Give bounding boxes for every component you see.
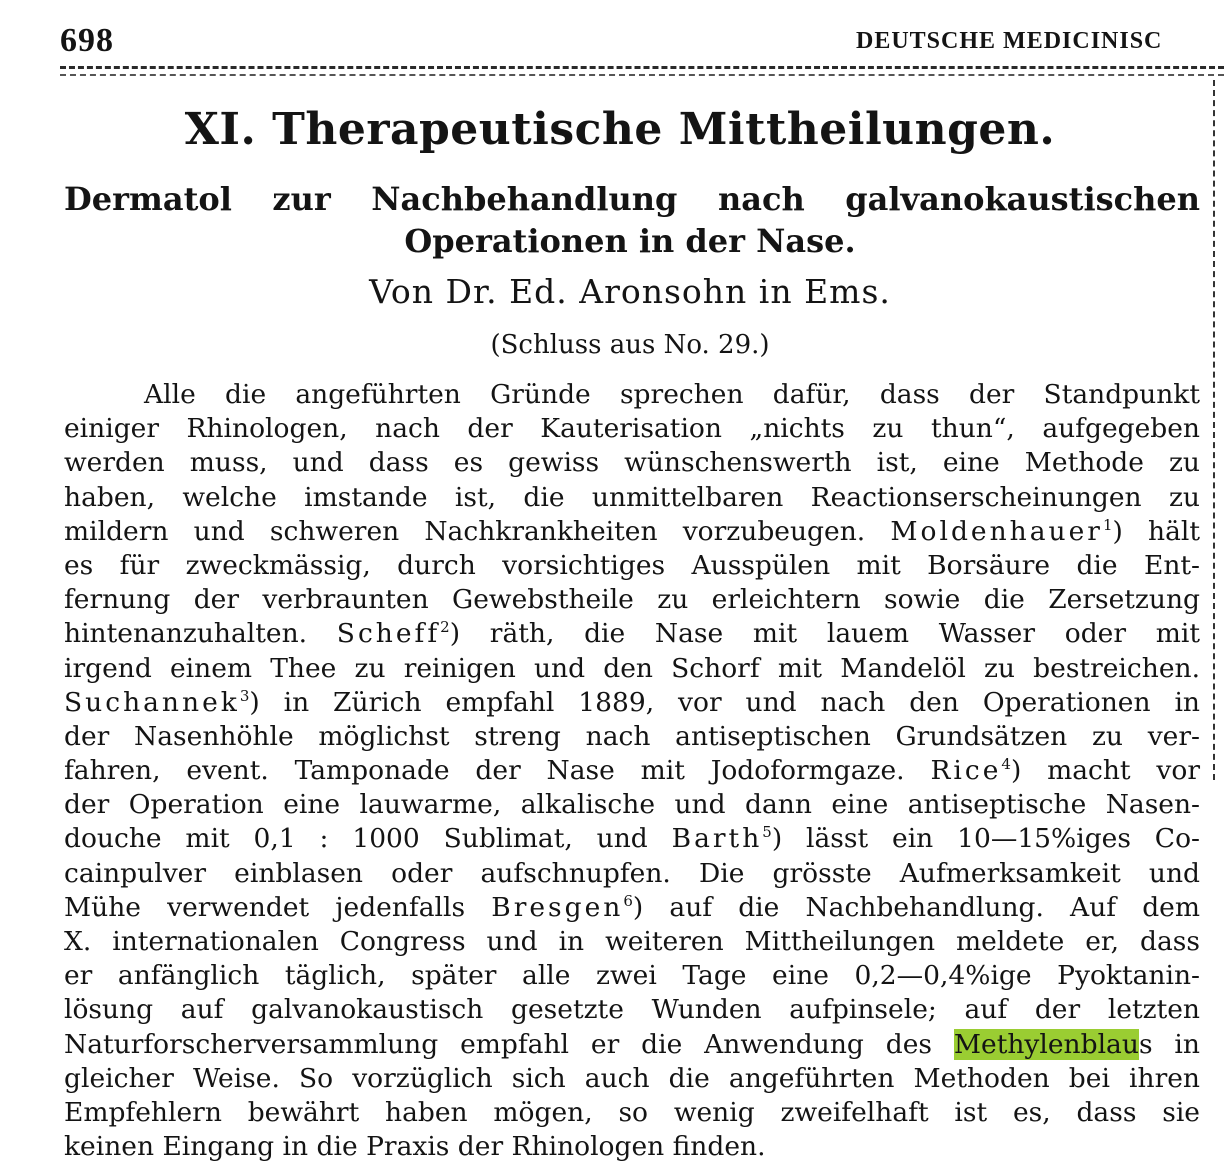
body-line: cainpulver einblasen oder aufschnupfen. Die grösste Aufmerksamkeit und (64, 857, 1200, 889)
footnote-ref: 6 (623, 891, 633, 910)
section-title: XI. Therapeutische Mittheilungen. (184, 104, 1056, 155)
footnote-ref: 2 (440, 618, 450, 637)
highlighted-term[interactable]: Methylenblau (953, 1028, 1139, 1060)
body-text-run: ) räth, die Nase mit lauem Wasser oder mit (449, 618, 1200, 650)
body-line (64, 891, 1200, 925)
running-head: DEUTSCHE MEDICINISC (856, 28, 1163, 54)
footnote-ref: 4 (1001, 755, 1011, 774)
body-line: der Operation eine lauwarme, alkalische und dann eine antiseptische Nasen- (64, 789, 1200, 821)
body-text-run: ) in Zürich empfahl 1889, vor und nach den Operationen in (249, 686, 1200, 718)
page-number: 698 (60, 22, 114, 59)
cited-author: Suchannek (64, 686, 240, 718)
body-line: X. internationalen Congress und in weiteren Mittheilungen meldete er, dass (64, 926, 1200, 957)
body-text-run: s in (1138, 1028, 1200, 1060)
body-line: einiger Rhinologen, nach der Kauterisation „nichts zu thun“, aufgegeben (64, 413, 1200, 445)
body-line (64, 686, 1200, 720)
body-text-run: ) lässt ein 10—15%iges Co- (771, 823, 1200, 855)
body-line: irgend einem Thee zu reinigen und den Schorf mit Mandelöl zu bestreichen. (64, 652, 1200, 684)
article-title-line-1: Dermatol zur Nachbehandlung nach galvanokaustischen (64, 180, 1200, 218)
cited-author: Moldenhauer (890, 515, 1103, 547)
footnote-ref: 3 (239, 686, 250, 705)
body-line (64, 754, 1200, 788)
body-line: fernung der verbraunten Gewebstheile zu erleichtern sowie die Zersetzung (64, 584, 1200, 616)
body-line (64, 1028, 1200, 1062)
body-text-run: Naturforscherversammlung empfahl er die Anwendung des (64, 1028, 932, 1060)
body-line: Empfehlern bewährt haben mögen, so wenig zweifelhaft ist es, dass sie (64, 1096, 1200, 1128)
body-line: werden muss, und dass es gewiss wünschenswerth ist, eine Methode zu (64, 447, 1200, 479)
continuation-note: (Schluss aus No. 29.) (490, 330, 770, 360)
footnote-ref: 1 (1102, 515, 1113, 534)
column-rule (1213, 80, 1215, 780)
body-line (64, 515, 1200, 549)
cited-author: Barth (671, 823, 763, 855)
body-text-run: mildern und schweren Nachkrankheiten vorzubeugen. (64, 515, 866, 547)
article-title-line-2: Operationen in der Nase. (404, 222, 856, 260)
body-text-run: ) hält (1112, 515, 1200, 547)
header-rule-secondary (60, 74, 1224, 76)
body-text-run: ) macht vor (1010, 755, 1200, 787)
body-line: Alle die angeführten Gründe sprechen dafür, dass der Standpunkt (144, 379, 1200, 410)
cited-author: Bresgen (491, 891, 624, 923)
cited-author: Scheff (336, 618, 441, 650)
body-text-run: douche mit 0,1 : 1000 Sublimat, und (64, 823, 648, 855)
body-line: er anfänglich täglich, später alle zwei Tage eine 0,2—0,4%ige Pyoktanin- (64, 960, 1200, 992)
body-line (64, 617, 1200, 651)
body-line: es für zweckmässig, durch vorsichtiges Ausspülen mit Borsäure die Ent- (64, 549, 1200, 581)
body-text-run: Mühe verwendet jedenfalls (64, 891, 466, 923)
body-text-run: ) auf die Nachbehandlung. Auf dem (632, 891, 1200, 923)
body-text-run: fahren, event. Tamponade der Nase mit Jodoformgaze. (64, 755, 905, 787)
body-text-run: hintenanzuhalten. (64, 618, 308, 650)
body-line: keinen Eingang in die Praxis der Rhinologen finden. (64, 1131, 766, 1163)
article-body (64, 378, 1200, 1164)
header-rule (60, 66, 1224, 69)
cited-author: Rice (930, 755, 1002, 787)
body-line: der Nasenhöhle möglichst streng nach antiseptischen Grundsätzen zu ver- (64, 720, 1200, 752)
article-byline: Von Dr. Ed. Aronsohn in Ems. (369, 272, 891, 311)
body-line: gleicher Weise. So vorzüglich sich auch die angeführten Methoden bei ihren (64, 1062, 1200, 1094)
footnote-ref: 5 (762, 823, 772, 842)
body-line (64, 822, 1200, 856)
body-line: lösung auf galvanokaustisch gesetzte Wunden aufpinsele; auf der letzten (64, 994, 1200, 1026)
body-line: haben, welche imstande ist, die unmittelbaren Reactionserscheinungen zu (64, 481, 1200, 513)
